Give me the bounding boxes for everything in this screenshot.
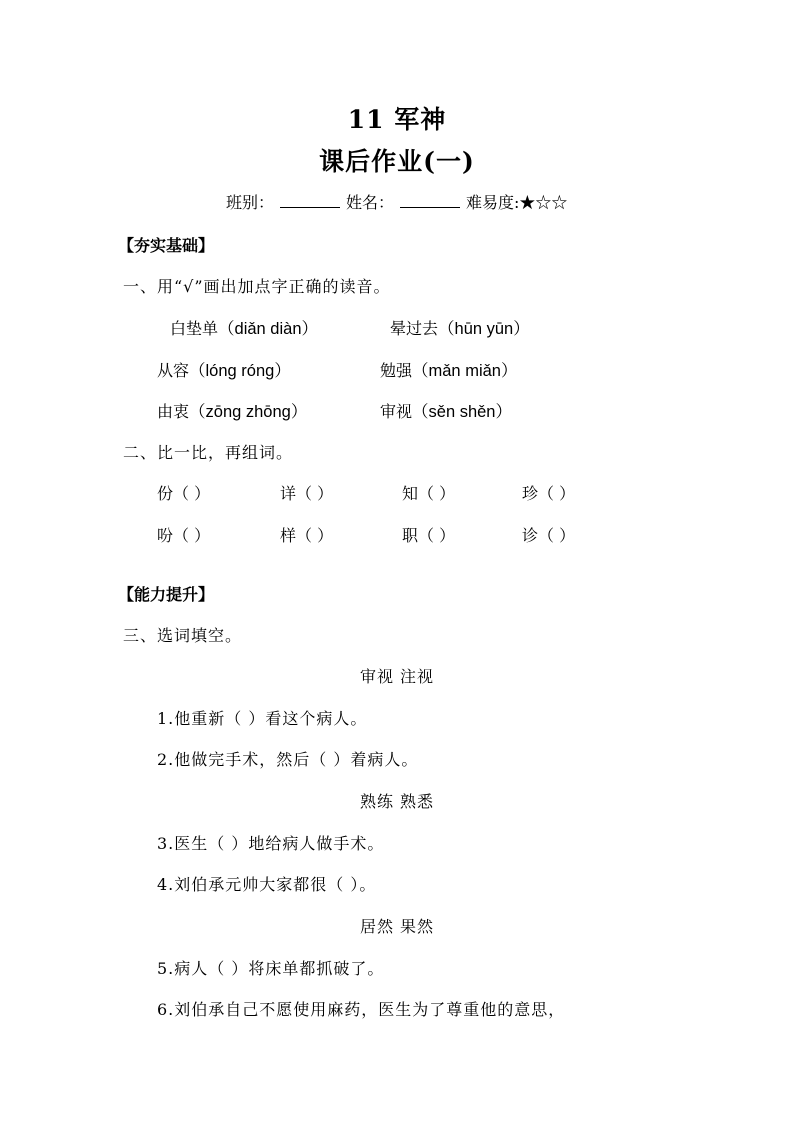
- pinyin-options[interactable]: （zōng zhōng）: [189, 403, 308, 421]
- class-blank[interactable]: [280, 193, 340, 208]
- fill-sentence[interactable]: 4.刘伯承元帅大家都很（ ）。: [157, 875, 377, 894]
- word-options: 审视 注视: [359, 667, 435, 686]
- pinyin-options[interactable]: （lóng róng）: [189, 362, 291, 380]
- fill-sentence[interactable]: 1.他重新（ ）看这个病人。: [157, 709, 368, 728]
- name-blank[interactable]: [400, 193, 460, 208]
- answer-blank[interactable]: （ ）: [296, 484, 334, 503]
- pinyin-word: 从容: [157, 361, 190, 380]
- word-options: 居然 果然: [359, 917, 435, 936]
- compare-char: 诊: [522, 526, 539, 545]
- name-label: 姓名：: [346, 193, 395, 212]
- answer-blank[interactable]: （ ）: [538, 526, 576, 545]
- compare-char: 份: [157, 484, 174, 503]
- pinyin-item: [157, 357, 291, 381]
- section-heading-improve: 【能力提升】: [118, 585, 215, 604]
- question-3-prompt: 三、选词填空。: [123, 626, 243, 645]
- answer-blank[interactable]: （ ）: [296, 526, 334, 545]
- pinyin-item: [170, 315, 318, 339]
- answer-blank[interactable]: （ ）: [418, 484, 456, 503]
- difficulty-rating: 难易度:★☆☆: [466, 193, 568, 212]
- compare-char: 珍: [522, 484, 539, 503]
- pinyin-options[interactable]: （diǎn diàn）: [218, 320, 318, 338]
- compare-char: 职: [402, 526, 419, 545]
- compare-char: 吩: [157, 526, 174, 545]
- compare-item: [522, 523, 575, 546]
- pinyin-item: [380, 398, 512, 422]
- pinyin-options[interactable]: （sěn shěn）: [412, 403, 512, 421]
- page-title: 11 军神: [347, 105, 447, 134]
- answer-blank[interactable]: （ ）: [538, 484, 576, 503]
- compare-item: [157, 523, 210, 546]
- compare-char: 知: [402, 484, 419, 503]
- fill-sentence[interactable]: 5.病人（ ）将床单都抓破了。: [157, 959, 385, 978]
- meta-line: [226, 190, 567, 213]
- pinyin-item: [390, 315, 530, 339]
- pinyin-word: 勉强: [380, 361, 413, 380]
- compare-item: [157, 481, 210, 504]
- fill-sentence[interactable]: 2.他做完手术，然后（ ）着病人。: [157, 750, 419, 769]
- word-options: 熟练 熟悉: [359, 792, 435, 811]
- answer-blank[interactable]: （ ）: [173, 484, 211, 503]
- compare-item: [402, 523, 455, 546]
- page-subtitle: 课后作业(一): [319, 147, 475, 176]
- pinyin-word: 审视: [380, 402, 413, 421]
- compare-item: [280, 481, 333, 504]
- section-heading-basics: 【夯实基础】: [118, 236, 215, 255]
- pinyin-word: 白垫单: [170, 319, 219, 338]
- pinyin-item: [380, 357, 517, 381]
- pinyin-options[interactable]: （hūn yūn）: [438, 320, 530, 338]
- answer-blank[interactable]: （ ）: [173, 526, 211, 545]
- compare-item: [280, 523, 333, 546]
- class-label: 班别：: [226, 193, 275, 212]
- pinyin-word: 由衷: [157, 402, 190, 421]
- compare-item: [522, 481, 575, 504]
- pinyin-item: [157, 398, 307, 422]
- compare-char: 样: [280, 526, 297, 545]
- fill-sentence[interactable]: 6.刘伯承自己不愿使用麻药，医生为了尊重他的意思，: [157, 1000, 566, 1019]
- pinyin-options[interactable]: （mǎn miǎn）: [412, 362, 518, 380]
- answer-blank[interactable]: （ ）: [418, 526, 456, 545]
- fill-sentence[interactable]: 3.医生（ ）地给病人做手术。: [157, 834, 385, 853]
- pinyin-word: 晕过去: [390, 319, 439, 338]
- compare-item: [402, 481, 455, 504]
- compare-char: 详: [280, 484, 297, 503]
- question-1-prompt: 一、用“√”画出加点字正确的读音。: [123, 277, 391, 296]
- question-2-prompt: 二、比一比，再组词。: [123, 443, 294, 462]
